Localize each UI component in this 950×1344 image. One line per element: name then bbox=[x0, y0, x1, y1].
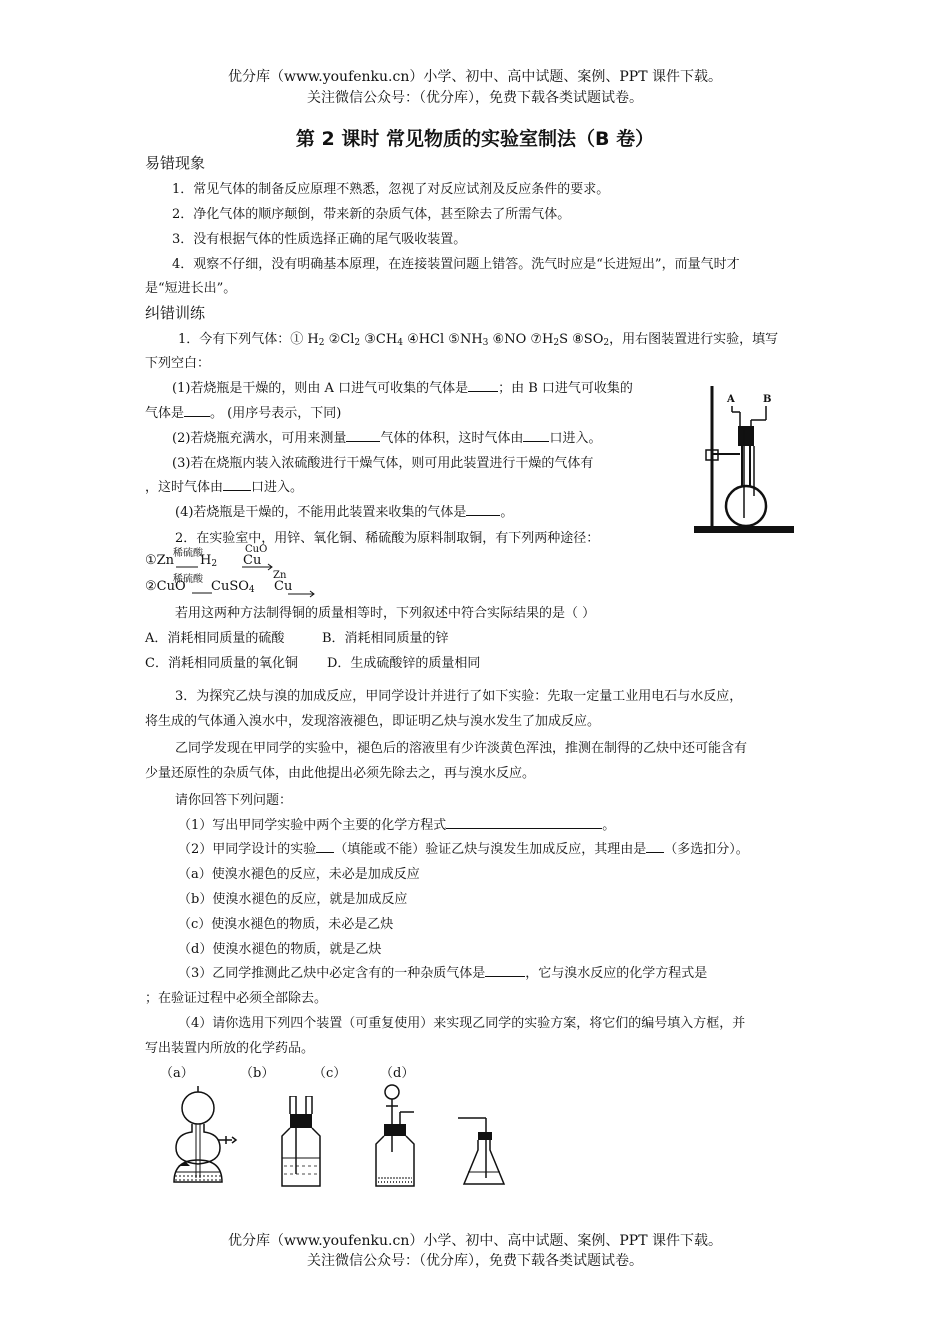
header-line-2: 关注微信公众号：（优分库），免费下载各类试题试卷。 bbox=[307, 90, 643, 106]
route2-reagent-2: Zn bbox=[273, 570, 287, 581]
footer-line-2: 关注微信公众号：（优分库），免费下载各类试题试卷。 bbox=[307, 1253, 643, 1269]
route2-start: ②CuO bbox=[145, 579, 186, 594]
answer-blank[interactable] bbox=[466, 503, 500, 516]
route2-mid: CuSO$_4$ bbox=[211, 579, 255, 595]
q1-intro: 1．今有下列气体：① $H_2$ $②Cl_2$ $③CH_4$ ④HCl $⑤NH_3$ ⑥NO $⑦H_2S$ $⑧SO_2$，用右图装置进行实验，填写 bbox=[178, 332, 779, 348]
q2-intro: 2．在实验室中，用锌、氧化铜、稀硫酸为原料制取铜，有下列两种途径： bbox=[175, 531, 600, 546]
port-a-label: A bbox=[727, 394, 735, 405]
q1-part1: (1)若烧瓶是干燥的，则由 A 口进气可收集的气体是 ；由 B 口进气可收集的 bbox=[172, 381, 633, 396]
apparatus-a-generator bbox=[166, 1086, 246, 1186]
q3-sub4-cont: 写出装置内所放的化学药品。 bbox=[145, 1041, 315, 1056]
answer-blank[interactable] bbox=[485, 964, 525, 977]
q3-choice-c[interactable]: （c）使溴水褪色的物质，未必是乙炔 bbox=[178, 917, 394, 932]
error-item-3: 3．没有根据气体的性质选择正确的尾气吸收装置。 bbox=[172, 232, 467, 247]
route2-arrows bbox=[188, 584, 328, 598]
error-item-4: 4．观察不仔细，没有明确基本原理，在连接装置问题上错答。洗气时应是“长进短出”，而量气时才 bbox=[172, 257, 740, 272]
route2-end: Cu bbox=[274, 579, 293, 594]
route1-end: Cu bbox=[243, 553, 262, 568]
q3-sub3: （3）乙同学推测此乙炔中必定含有的一种杂质气体是 ，它与溴水反应的化学方程式是 bbox=[178, 966, 708, 981]
q2-option-a[interactable]: A．消耗相同质量的硫酸 bbox=[145, 631, 285, 646]
section-heading-errors: 易错现象 bbox=[145, 154, 206, 172]
footer-line-1: 优分库（www.youfenku.cn）小学、初中、高中试题、案例、PPT 课件下载。 bbox=[227, 1233, 722, 1249]
answer-blank[interactable] bbox=[523, 429, 549, 442]
q2-option-d[interactable]: D．生成硫酸锌的质量相同 bbox=[327, 656, 481, 671]
q3-sub4: （4）请你选用下列四个装置（可重复使用）来实现乙同学的实验方案，将它们的编号填入方框，并 bbox=[178, 1016, 746, 1031]
q3-sub1: （1）写出甲同学实验中两个主要的化学方程式 。 bbox=[178, 818, 616, 833]
page-title: 第 2 课时 常见物质的实验室制法（B 卷） bbox=[295, 128, 655, 150]
answer-blank[interactable] bbox=[646, 840, 664, 853]
q2-option-b[interactable]: B．消耗相同质量的锌 bbox=[322, 631, 449, 646]
apparatus-label-a: （a） bbox=[160, 1066, 194, 1081]
apparatus-c-dropping-flask bbox=[372, 1082, 422, 1190]
q3-choice-a[interactable]: （a）使溴水褪色的反应，未必是加成反应 bbox=[178, 867, 420, 882]
q1-part4: (4)若烧瓶是干燥的，不能用此装置来收集的气体是 。 bbox=[175, 505, 514, 520]
apparatus-label-d: （d） bbox=[380, 1066, 415, 1081]
q3-para2-cont: 少量还原性的杂质气体，由此他提出必须先除去之，再与溴水反应。 bbox=[145, 766, 536, 781]
q1-intro-cont: 下列空白： bbox=[145, 356, 211, 371]
answer-blank[interactable] bbox=[316, 840, 334, 853]
q1-part3-cont: ，这时气体由 口进入。 bbox=[145, 480, 304, 495]
route1-reagent-1: 稀硫酸 bbox=[173, 548, 203, 559]
q3-choice-d[interactable]: （d）使溴水褪色的物质，就是乙炔 bbox=[178, 942, 382, 957]
apparatus-label-c: （c） bbox=[313, 1066, 347, 1081]
apparatus-label-b: （b） bbox=[240, 1066, 275, 1081]
q3-choice-b[interactable]: （b）使溴水褪色的反应，就是加成反应 bbox=[178, 892, 408, 907]
answer-blank[interactable] bbox=[446, 816, 602, 829]
header-line-1: 优分库（www.youfenku.cn）小学、初中、高中试题、案例、PPT 课件下载。 bbox=[227, 69, 722, 85]
route1-mid: $H_2$ bbox=[200, 553, 218, 569]
q1-part2: (2)若烧瓶充满水，可用来测量 气体的体积，这时气体由 口进入。 bbox=[172, 431, 602, 446]
flask-apparatus-figure bbox=[688, 380, 798, 538]
answer-blank[interactable] bbox=[468, 379, 498, 392]
route1-reagent-2: CuO bbox=[245, 544, 268, 555]
q3-sub2: （2）甲同学设计的实验 （填能或不能）验证乙炔与溴发生加成反应，其理由是 （多选扣分）。 bbox=[178, 842, 749, 857]
q2-option-c[interactable]: C．消耗相同质量的氧化铜 bbox=[145, 656, 298, 671]
q3-para2: 乙同学发现在甲同学的实验中，褪色后的溶液里有少许淡黄色浑浊，推测在制得的乙炔中还可能含有 bbox=[175, 741, 748, 756]
apparatus-b-wash-bottle bbox=[276, 1096, 326, 1188]
error-item-4-cont: 是“短进长出”。 bbox=[145, 281, 237, 296]
route2-reagent-1: 稀硫酸 bbox=[173, 574, 203, 585]
error-item-2: 2．净化气体的顺序颠倒，带来新的杂质气体，甚至除去了所需气体。 bbox=[172, 207, 571, 222]
q3-para1: 3．为探究乙炔与溴的加成反应，甲同学设计并进行了如下实验：先取一定量工业用电石与水反应， bbox=[175, 689, 743, 704]
apparatus-d-conical-flask bbox=[458, 1114, 508, 1190]
q3-sub3-cont: ；在验证过程中必须全部除去。 bbox=[145, 991, 328, 1006]
answer-blank[interactable] bbox=[346, 429, 380, 442]
q3-ask: 请你回答下列问题： bbox=[175, 793, 293, 808]
section-heading-training: 纠错训练 bbox=[145, 304, 206, 322]
error-item-1: 1．常见气体的制备反应原理不熟悉，忽视了对反应试剂及反应条件的要求。 bbox=[172, 182, 610, 197]
q1-part3: (3)若在烧瓶内装入浓硫酸进行干燥气体，则可用此装置进行干燥的气体有 bbox=[172, 456, 594, 471]
q2-question: 若用这两种方法制得铜的质量相等时，下列叙述中符合实际结果的是（ ） bbox=[175, 606, 596, 621]
answer-blank[interactable] bbox=[223, 478, 251, 491]
answer-blank[interactable] bbox=[184, 404, 210, 417]
q3-para1-cont: 将生成的气体通入溴水中，发现溶液褪色，即证明乙炔与溴水发生了加成反应。 bbox=[145, 714, 601, 729]
port-b-label: B bbox=[763, 394, 772, 405]
q1-part1-cont: 气体是 。 (用序号表示，下同) bbox=[145, 406, 342, 421]
route1-start: ①Zn bbox=[145, 553, 175, 568]
